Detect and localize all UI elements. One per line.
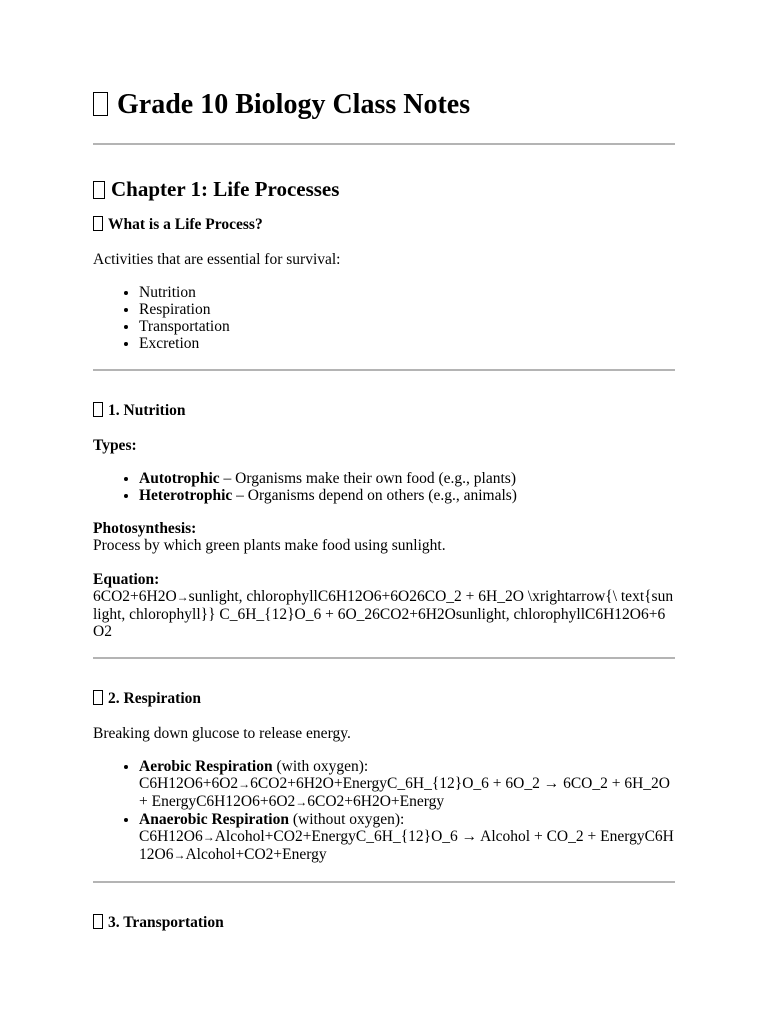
list-item: • Heterotrophic – Organisms depend on others (e.g., animals) [139, 487, 675, 504]
section-heading-nutrition: 1. Nutrition [93, 401, 675, 421]
lungs-icon [93, 690, 103, 705]
divider [93, 881, 675, 883]
list-item: • Transportation [139, 318, 675, 335]
anaerobic-equation: C6H12O6→Alcohol+CO2+EnergyC_6H_{12}O_6 → Alcohol + CO_2 + EnergyC6H12O6→Alcohol+CO2+Energy [139, 828, 674, 863]
section-heading-what-is: What is a Life Process? [93, 215, 675, 235]
notebook-icon [93, 92, 108, 116]
photosynthesis-block: Photosynthesis: Process by which green plants make food using sunlight. [93, 520, 446, 554]
respiration-intro: Breaking down glucose to release energy. [93, 725, 351, 742]
life-process-intro: Activities that are essential for survival: [93, 251, 341, 268]
question-icon [93, 216, 103, 231]
divider [93, 369, 675, 371]
chapter-title: Chapter 1: Life Processes [93, 176, 675, 202]
section-heading-transportation: 3. Transportation [93, 913, 675, 933]
list-item: • Aerobic Respiration (with oxygen): C6H12O6+6O2→6CO2+6H2O+EnergyC_6H_{12}O_6 + 6O_2 → 6CO_2 + 6H_2O + EnergyC6H12O6+6O2→6CO2+6H2O+Energy [139, 758, 675, 811]
list-item: • Respiration [139, 301, 675, 318]
nutrition-types-list [93, 470, 675, 504]
aerobic-equation: C6H12O6+6O2→6CO2+6H2O+EnergyC_6H_{12}O_6 + 6O_2 → 6CO_2 + 6H_2O + EnergyC6H12O6+6O2→6CO2+6H2O+Energy [139, 775, 671, 810]
section-heading-respiration: 2. Respiration [93, 689, 675, 709]
list-item: • Anaerobic Respiration (without oxygen): C6H12O6→Alcohol+CO2+EnergyC_6H_{12}O_6 → Alcohol + CO_2 + EnergyC6H12O6→Alcohol+CO2+Energy [139, 811, 675, 864]
photosynthesis-equation: 6CO2+6H2O→sunlight, chlorophyllC6H12O6+6O26CO_2 + 6H_2O \xrightarrow{\ text{sunlight, chlorophyll}} C_6H_{12}O_6 + 6O_26CO2+6H2Osunlight, chlorophyllC6H12O6+6O2 [93, 588, 674, 640]
page-title: Grade 10 Biology Class Notes [93, 0, 675, 122]
list-item: • Excretion [139, 335, 675, 352]
list-item: • Autotrophic – Organisms make their own food (e.g., plants) [139, 470, 675, 487]
leaf-icon [93, 402, 103, 417]
respiration-types-list [93, 758, 675, 864]
life-process-list [93, 284, 675, 352]
divider [93, 657, 675, 659]
divider [93, 143, 675, 145]
list-item: • Nutrition [139, 284, 675, 301]
heart-icon [93, 914, 103, 929]
book-icon [93, 181, 105, 199]
types-label: Types: [93, 437, 137, 454]
equation-block: Equation: 6CO2+6H2O→sunlight, chlorophyllC6H12O6+6O26CO_2 + 6H_2O \xrightarrow{\ text{sunlight, chlorophyll}} C_6H_{12}O_6 + 6O_26CO2+6H2Osunlight, chlorophyllC6H12O6+6O2 [93, 571, 674, 640]
